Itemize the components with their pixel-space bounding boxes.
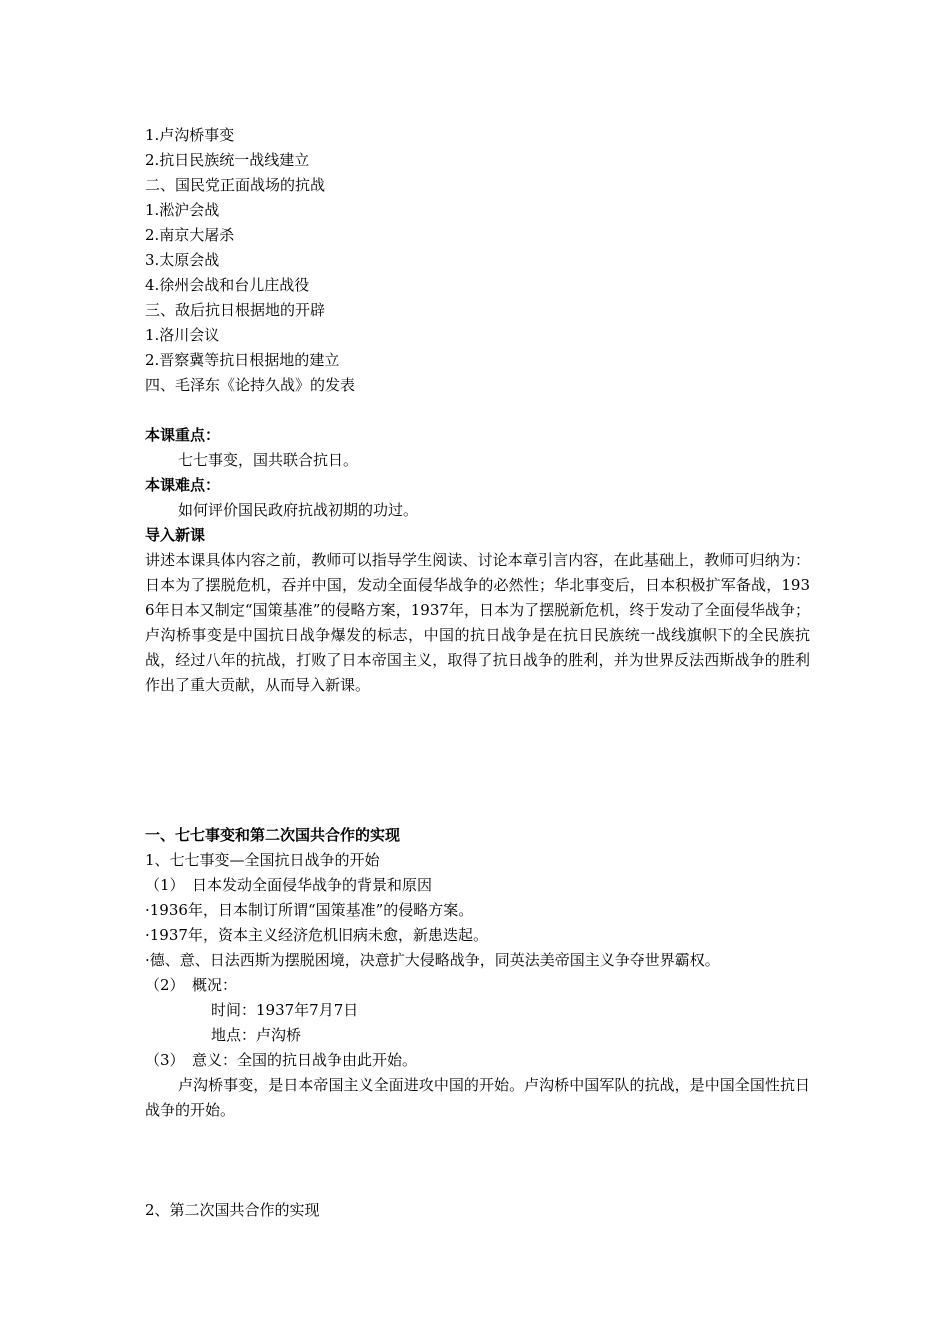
- outline-item: 1.卢沟桥事变: [145, 126, 235, 144]
- outline-item: 1.洛川会议: [145, 326, 220, 344]
- outline-item: 4.徐州会战和台儿庄战役: [145, 276, 310, 294]
- numbered-item: （1） 日本发动全面侵华战争的背景和原因: [145, 876, 433, 894]
- key-point-heading: 本课重点：: [145, 426, 221, 444]
- meaning-paragraph: 卢沟桥事变，是日本帝国主义全面进攻中国的开始。卢沟桥中国军队的抗战，是中国全国性抗日战争的开始。: [145, 1076, 810, 1119]
- document-page: [145, 123, 810, 1223]
- intro-paragraph: 讲述本课具体内容之前，教师可以指导学生阅读、讨论本章引言内容，在此基础上，教师可归纳为：日本为了摆脱危机，吞并中国，发动全面侵华战争的必然性；华北事变后，日本积极扩军备战，1936年日本又制定“国策基准”的侵略方案，1937年，日本为了摆脱新危机，终于发动了全面侵华战争；卢沟桥事变是中国抗日战争爆发的标志，中国的抗日战争是在抗日民族统一战线旗帜下的全民族抗战，经过八年的抗战，打败了日本帝国主义，取得了抗日战争的胜利，并为世界反法西斯战争的胜利作出了重大贡献，从而导入新课。: [145, 551, 810, 694]
- subsection-heading: 2、第二次国共合作的实现: [145, 1201, 320, 1219]
- bullet-item: ·德、意、日法西斯为摆脱困境，决意扩大侵略战争，同英法美帝国主义争夺世界霸权。: [145, 951, 720, 969]
- outline-item: 2.抗日民族统一战线建立: [145, 151, 310, 169]
- event-place: 地点：卢沟桥: [211, 1026, 302, 1044]
- numbered-item: （2） 概况：: [145, 976, 238, 994]
- difficulty-text: 如何评价国民政府抗战初期的功过。: [178, 501, 419, 519]
- difficulty-heading: 本课难点：: [145, 476, 221, 494]
- section-heading: 一、七七事变和第二次国共合作的实现: [145, 826, 401, 844]
- bullet-item: ·1937年，资本主义经济危机旧病未愈，新患迭起。: [145, 926, 488, 944]
- spacer: [145, 398, 810, 423]
- outline-item: 2.南京大屠杀: [145, 226, 235, 244]
- outline-item: 1.淞沪会战: [145, 201, 220, 219]
- intro-heading: 导入新课: [145, 526, 206, 544]
- bullet-item: ·1936年，日本制订所谓“国策基准”的侵略方案。: [145, 901, 474, 919]
- outline-item: 三、敌后抗日根据地的开辟: [145, 301, 326, 319]
- numbered-item: （3） 意义：全国的抗日战争由此开始。: [145, 1051, 418, 1069]
- spacer: [145, 698, 810, 823]
- outline-item: 3.太原会战: [145, 251, 220, 269]
- key-point-text: 七七事变，国共联合抗日。: [178, 451, 359, 469]
- outline-item: 2.晋察冀等抗日根据地的建立: [145, 351, 340, 369]
- subsection-heading: 1、七七事变—全国抗日战争的开始: [145, 851, 380, 869]
- outline-item: 二、国民党正面战场的抗战: [145, 176, 326, 194]
- outline-item: 四、毛泽东《论持久战》的发表: [145, 376, 356, 394]
- spacer: [145, 1123, 810, 1198]
- event-time: 时间：1937年7月7日: [211, 1001, 359, 1019]
